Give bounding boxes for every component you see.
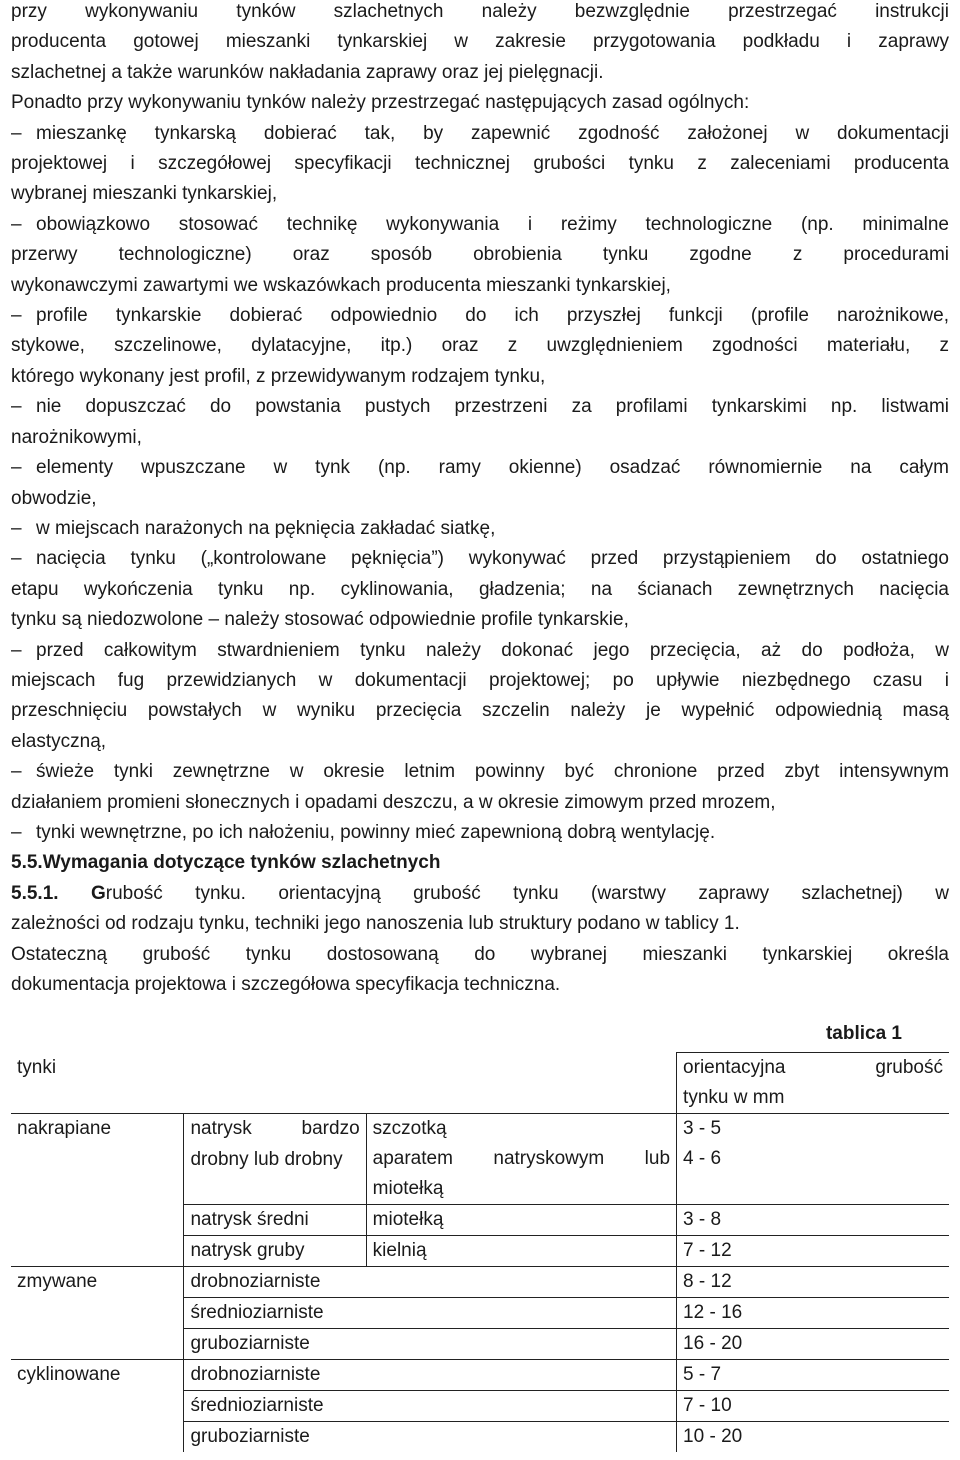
bullet-continuation: tynku są niedozwolone – należy stosować odpowiednie profile tynkarskie, — [11, 609, 629, 631]
table-row — [11, 1267, 949, 1298]
cell-grain: gruboziarniste — [184, 1329, 677, 1360]
subsection-text: orientacyjną grubość tynku (warstwy zaprawy szlachetnej) w — [278, 882, 950, 904]
subsection-text: dokumentacja projektowa i szczegółowa specyfikacja techniczna. — [11, 974, 561, 995]
bullet-item: – tynki wewnętrzne, po ich nałożeniu, powinny mieć zapewnioną dobrą wentylację. — [11, 818, 949, 848]
header-tynki — [11, 1053, 677, 1114]
row-label-zmywane: zmywane — [11, 1267, 184, 1360]
table-row — [11, 1360, 949, 1391]
body-text — [11, 0, 949, 1000]
bullet-continuation: wybranej mieszanki tynkarskiej, — [11, 183, 278, 205]
cell-value: 12 - 16 — [677, 1298, 949, 1329]
cell-value: 16 - 20 — [677, 1329, 949, 1360]
bullet-continuation: którego wykonany jest profil, z przewidywanym rodzajem tynku, — [11, 365, 546, 387]
cell-value: 7 - 12 — [677, 1236, 949, 1267]
header-tynki-label: tynki — [17, 1056, 57, 1078]
subsection-text: zależności od rodzaju tynku, techniki jego nanoszenia lub struktury podano w tablicy 1. — [11, 913, 740, 935]
bullet-continuation: przeschnięciu powstałych w wyniku przecięcia szczelin należy je wypełnić odpowiednią masą — [11, 700, 949, 722]
bullet-continuation: miejscach fug przewidzianych w dokumentacji projektowej; po upływie niezbędnego czasu i — [11, 669, 949, 691]
cell-value: 8 - 12 — [677, 1267, 949, 1298]
intro-line: przy wykonywaniu tynków szlachetnych należy bezwzględnie przestrzegać instrukcji — [11, 1, 949, 22]
subsection-title-rest: rubość tynku. — [105, 882, 246, 904]
bullet-continuation: projektowej i szczegółowej specyfikacji technicznej grubości tynku z zaleceniami producenta — [11, 153, 949, 175]
bullet-continuation: wykonawczymi zawartymi we wskazówkach producenta mieszanki tynkarskiej, — [11, 274, 671, 296]
bullet-continuation: obwodzie, — [11, 487, 97, 509]
cell-tool: kielnią — [366, 1236, 676, 1267]
header-thickness-line2: tynku w mm — [683, 1087, 785, 1108]
bullet-continuation: działaniem promieni słonecznych i opadami deszczu, a w okresie zimowym przed mrozem, — [11, 791, 776, 813]
bullet-continuation: stykowe, szczelinowe, dylatacyjne, itp.) oraz z uwzględnieniem zgodności materiału, z — [11, 335, 949, 357]
table-header-row — [11, 1053, 949, 1114]
subsection-title-initial: G — [90, 882, 106, 904]
intro-line: Ponadto przy wykonywaniu tynków należy przestrzegać następujących zasad ogólnych: — [11, 92, 750, 114]
intro-line: producenta gotowej mieszanki tynkarskiej w zakresie przygotowania podkładu i zaprawy — [11, 31, 949, 53]
cell-value: 4 - 6 — [677, 1144, 949, 1205]
bullet-item: – przed całkowitym stwardnieniem tynku należy dokonać jego przecięcia, aż do podłoża, w — [11, 636, 949, 666]
header-thickness — [677, 1053, 949, 1114]
cell-grain: drobnoziarniste — [184, 1267, 677, 1298]
bullet-item: – mieszankę tynkarską dobierać tak, by zapewnić zgodność założonej w dokumentacji — [11, 119, 949, 149]
cell-grain: drobnoziarniste — [184, 1360, 677, 1391]
thickness-table — [11, 1052, 949, 1452]
cell-grain: gruboziarniste — [184, 1422, 677, 1453]
cell-method: natrysk gruby — [184, 1236, 366, 1267]
cell-grain: średnioziarniste — [184, 1298, 677, 1329]
bullet-item: – w miejscach narażonych na pęknięcia zakładać siatkę, — [11, 514, 949, 544]
row-label-cyklinowane: cyklinowane — [11, 1360, 184, 1453]
subsection-line — [11, 879, 949, 909]
cell-value: 5 - 7 — [677, 1360, 949, 1391]
bullet-list — [11, 119, 949, 849]
cell-method — [184, 1114, 366, 1205]
bullet-continuation: przerwy technologiczne) oraz sposób obrobienia tynku zgodne z procedurami — [11, 244, 949, 266]
cell-value: 3 - 8 — [677, 1205, 949, 1236]
cell-value: 10 - 20 — [677, 1422, 949, 1453]
bullet-continuation: narożnikowymi, — [11, 426, 142, 448]
bullet-item: – elementy wpuszczane w tynk (np. ramy okienne) osadzać równomiernie na całym — [11, 453, 949, 483]
bullet-item: – nie dopuszczać do powstania pustych przestrzeni za profilami tynkarskimi np. listwami — [11, 392, 949, 422]
cell-tool: miotełką — [366, 1205, 676, 1236]
bullet-item: – profile tynkarskie dobierać odpowiednio do ich przyszłej funkcji (profile narożnikowe, — [11, 301, 949, 331]
row-label-nakrapiane: nakrapiane — [11, 1114, 184, 1267]
bullet-continuation: elastyczną, — [11, 730, 107, 752]
subsection-text: Ostateczną grubość tynku dostosowaną do wybranej mieszanki tynkarskiej określa — [11, 943, 949, 965]
bullet-item: – obowiązkowo stosować technikę wykonywania i reżimy technologiczne (np. minimalne — [11, 210, 949, 240]
cell-grain: średnioziarniste — [184, 1391, 677, 1422]
header-thickness-line1: orientacyjna grubość — [683, 1057, 943, 1078]
tool-text: aparatem natryskowym lub miotełką — [372, 1148, 671, 1199]
bullet-item: – świeże tynki zewnętrzne w okresie letnim powinny być chronione przed zbyt intensywnym — [11, 757, 949, 787]
bullet-item: – nacięcia tynku („kontrolowane pęknięcia”) wykonywać przed przystąpieniem do ostatniego — [11, 544, 949, 574]
method-text: natrysk bardzo drobny lub drobny — [190, 1118, 360, 1170]
cell-method: natrysk średni — [184, 1205, 366, 1236]
cell-value: 7 - 10 — [677, 1391, 949, 1422]
cell-tool: szczotką — [366, 1114, 676, 1145]
section-heading: 5.5.Wymagania dotyczące tynków szlachetnych — [11, 852, 441, 874]
subsection-number: 5.5.1. — [11, 882, 59, 904]
table-row — [11, 1114, 949, 1145]
intro-line: szlachetnej a także warunków nakładania zaprawy oraz jej pielęgnacji. — [11, 61, 604, 83]
table-caption: tablica 1 — [825, 1023, 902, 1044]
cell-tool — [366, 1144, 676, 1205]
bullet-continuation: etapu wykończenia tynku np. cyklinowania, gładzenia; na ścianach zewnętrznych nacięcia — [11, 578, 949, 600]
cell-value: 3 - 5 — [677, 1114, 949, 1145]
